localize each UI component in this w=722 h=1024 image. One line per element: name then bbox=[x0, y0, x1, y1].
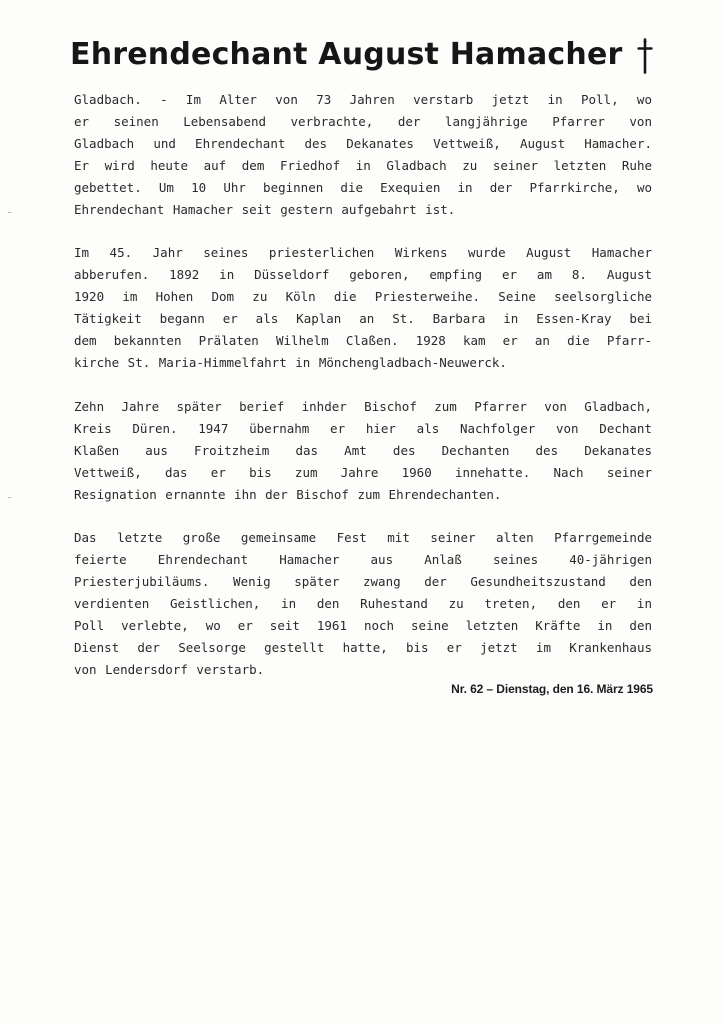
text-line: Er wird heute auf dem Friedhof in Gladbach zu seiner letzten Ruhe bbox=[74, 157, 652, 173]
text-line: Kreis Düren. 1947 übernahm er hier als Nachfolger von Dechant bbox=[74, 420, 652, 436]
article-body bbox=[74, 89, 652, 681]
text-line: dem bekannten Prälaten Wilhelm Claßen. 1928 kam er an die Pfarr- bbox=[74, 333, 652, 349]
text-line: gebettet. Um 10 Uhr beginnen die Exequien in der Pfarrkirche, wo bbox=[74, 179, 652, 195]
text-line: Dienst der Seelsorge gestellt hatte, bis er jetzt im Krankenhaus bbox=[74, 639, 652, 655]
scan-edge-mark bbox=[8, 497, 11, 498]
text-line: Vettweiß, das er bis zum Jahre 1960 innehatte. Nach seiner bbox=[74, 464, 652, 480]
scan-edge-mark bbox=[8, 212, 11, 213]
cross-icon bbox=[637, 38, 653, 74]
text-line: von Lendersdorf verstarb. bbox=[74, 661, 265, 677]
text-line: Priesterjubiläums. Wenig später zwang der Gesundheitszustand den bbox=[74, 574, 652, 590]
text-line: Klaßen aus Froitzheim das Amt des Dechanten des Dekanates bbox=[74, 442, 652, 458]
text-line: Resignation ernannte ihn der Bischof zum Ehrendechanten. bbox=[74, 486, 502, 502]
text-line: Das letzte große gemeinsame Fest mit seiner alten Pfarrgemeinde bbox=[74, 530, 652, 546]
paragraph-4 bbox=[74, 527, 652, 680]
text-line: feierte Ehrendechant Hamacher aus Anlaß seines 40-jährigen bbox=[74, 552, 652, 568]
newspaper-issue-dateline: Nr. 62 – Dienstag, den 16. März 1965 bbox=[451, 682, 653, 696]
text-line: Tätigkeit begann er als Kaplan an St. Barbara in Essen-Kray bei bbox=[74, 311, 652, 327]
text-line: er seinen Lebensabend verbrachte, der langjährige Pfarrer von bbox=[74, 113, 652, 129]
paragraph-2 bbox=[74, 242, 652, 373]
text-line: 1920 im Hohen Dom zu Köln die Priesterweihe. Seine seelsorgliche bbox=[74, 289, 652, 305]
text-line: Ehrendechant Hamacher seit gestern aufgebahrt ist. bbox=[74, 201, 456, 217]
text-line: Poll verlebte, wo er seit 1961 noch seine letzten Kräfte in den bbox=[74, 618, 652, 634]
text-line: Im 45. Jahr seines priesterlichen Wirkens wurde August Hamacher bbox=[74, 245, 652, 261]
paragraph-3 bbox=[74, 396, 652, 506]
text-line: abberufen. 1892 in Düsseldorf geboren, empfing er am 8. August bbox=[74, 267, 652, 283]
text-line: Gladbach und Ehrendechant des Dekanates Vettweiß, August Hamacher. bbox=[74, 135, 652, 151]
obituary-headline: Ehrendechant August Hamacher bbox=[70, 37, 623, 72]
text-line: Gladbach. - Im Alter von 73 Jahren verstarb jetzt in Poll, wo bbox=[74, 92, 652, 107]
text-line: Zehn Jahre später berief inhder Bischof zum Pfarrer von Gladbach, bbox=[74, 398, 652, 414]
text-line: kirche St. Maria-Himmelfahrt in Mönchengladbach-Neuwerck. bbox=[74, 354, 507, 370]
text-line: verdienten Geistlichen, in den Ruhestand zu treten, den er in bbox=[74, 596, 652, 612]
paragraph-1 bbox=[74, 89, 652, 220]
